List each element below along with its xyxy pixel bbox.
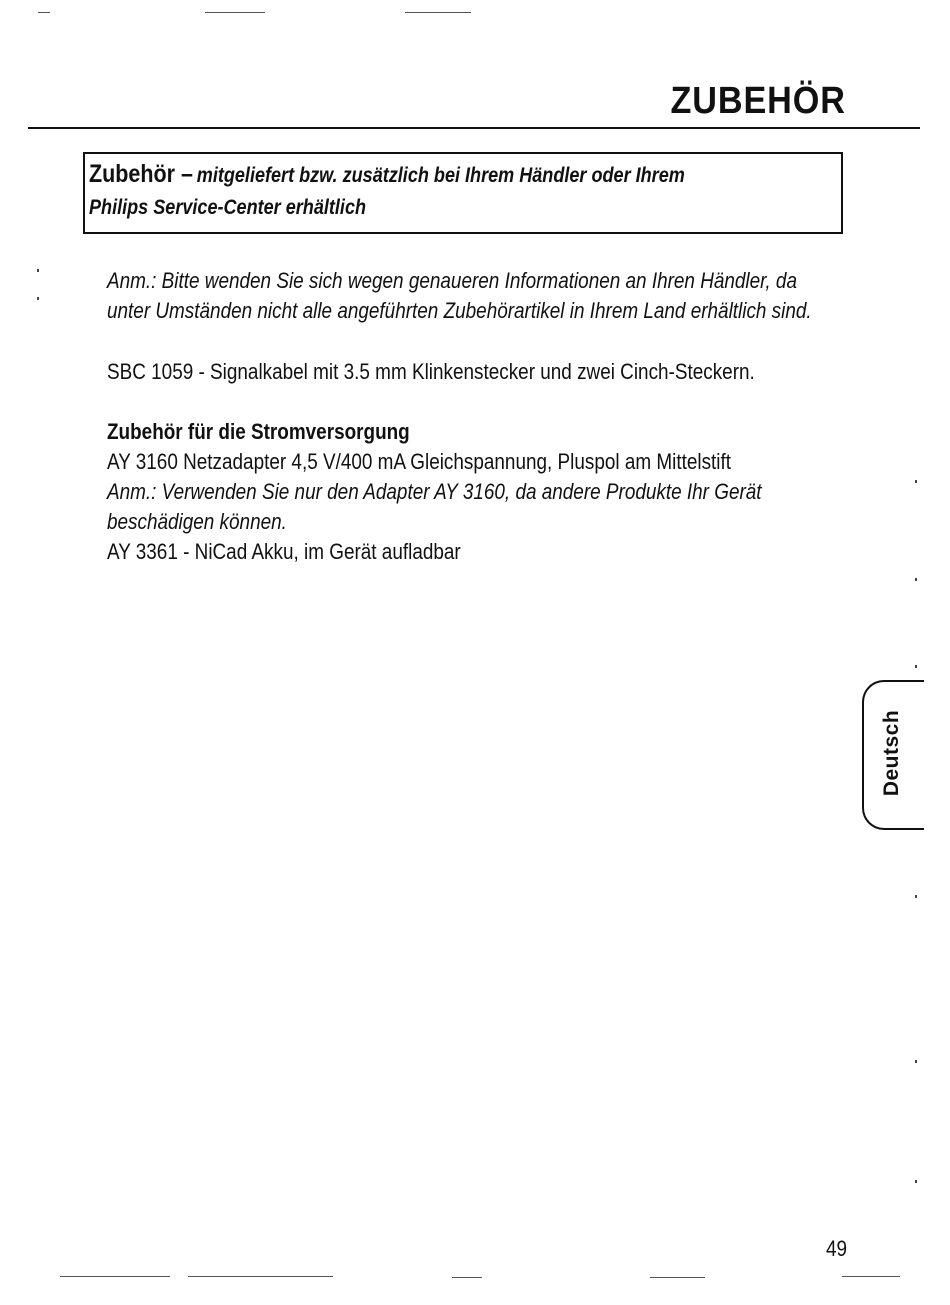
- accessory-item-ay3361: AY 3361 - NiCad Akku, im Gerät aufladbar: [107, 539, 461, 564]
- note-line: beschädigen können.: [107, 509, 287, 534]
- scan-artifact: [38, 12, 50, 13]
- page-number: 49: [826, 1236, 848, 1261]
- page-title: ZUBEHÖR: [670, 80, 846, 122]
- header-line-2: Philips Service-Center erhältlich: [89, 196, 367, 219]
- scan-artifact: [915, 895, 917, 898]
- scan-artifact: [915, 578, 917, 581]
- section-heading-power: Zubehör für die Stromversorgung: [107, 419, 410, 444]
- title-rule: [28, 127, 920, 129]
- scan-artifact: [650, 1277, 705, 1278]
- scan-artifact: [37, 297, 39, 300]
- header-subtitle: mitgeliefert bzw. zusätzlich bei Ihrem Händler oder Ihrem: [196, 164, 685, 187]
- accessory-item-ay3160: AY 3160 Netzadapter 4,5 V/400 mA Gleichspannung, Pluspol am Mittelstift: [107, 449, 732, 474]
- scan-artifact: [60, 1276, 170, 1277]
- header-lead: Zubehör –: [89, 160, 193, 188]
- note-line: Anm.: Bitte wenden Sie sich wegen genaueren Informationen an Ihren Händler, da: [107, 268, 797, 293]
- scan-artifact: [915, 665, 917, 668]
- scan-artifact: [188, 1276, 333, 1277]
- scan-artifact: [452, 1277, 482, 1278]
- scan-artifact: [405, 12, 471, 13]
- accessory-item-sbc1059: SBC 1059 - Signalkabel mit 3.5 mm Klinkenstecker und zwei Cinch-Steckern.: [107, 359, 755, 384]
- scan-artifact: [915, 1180, 917, 1183]
- scan-artifact: [37, 269, 39, 272]
- scan-artifact: [915, 480, 917, 483]
- scan-artifact: [205, 12, 265, 13]
- scan-artifact: [842, 1276, 900, 1277]
- note-line: Anm.: Verwenden Sie nur den Adapter AY 3160, da andere Produkte Ihr Gerät: [107, 479, 762, 504]
- header-line-1: [89, 160, 685, 189]
- note-line: unter Umständen nicht alle angeführten Zubehörartikel in Ihrem Land erhältlich sind.: [107, 298, 812, 323]
- language-tab-label: Deutsch: [880, 709, 903, 797]
- header-box: [83, 152, 843, 234]
- scan-artifact: [915, 1060, 917, 1063]
